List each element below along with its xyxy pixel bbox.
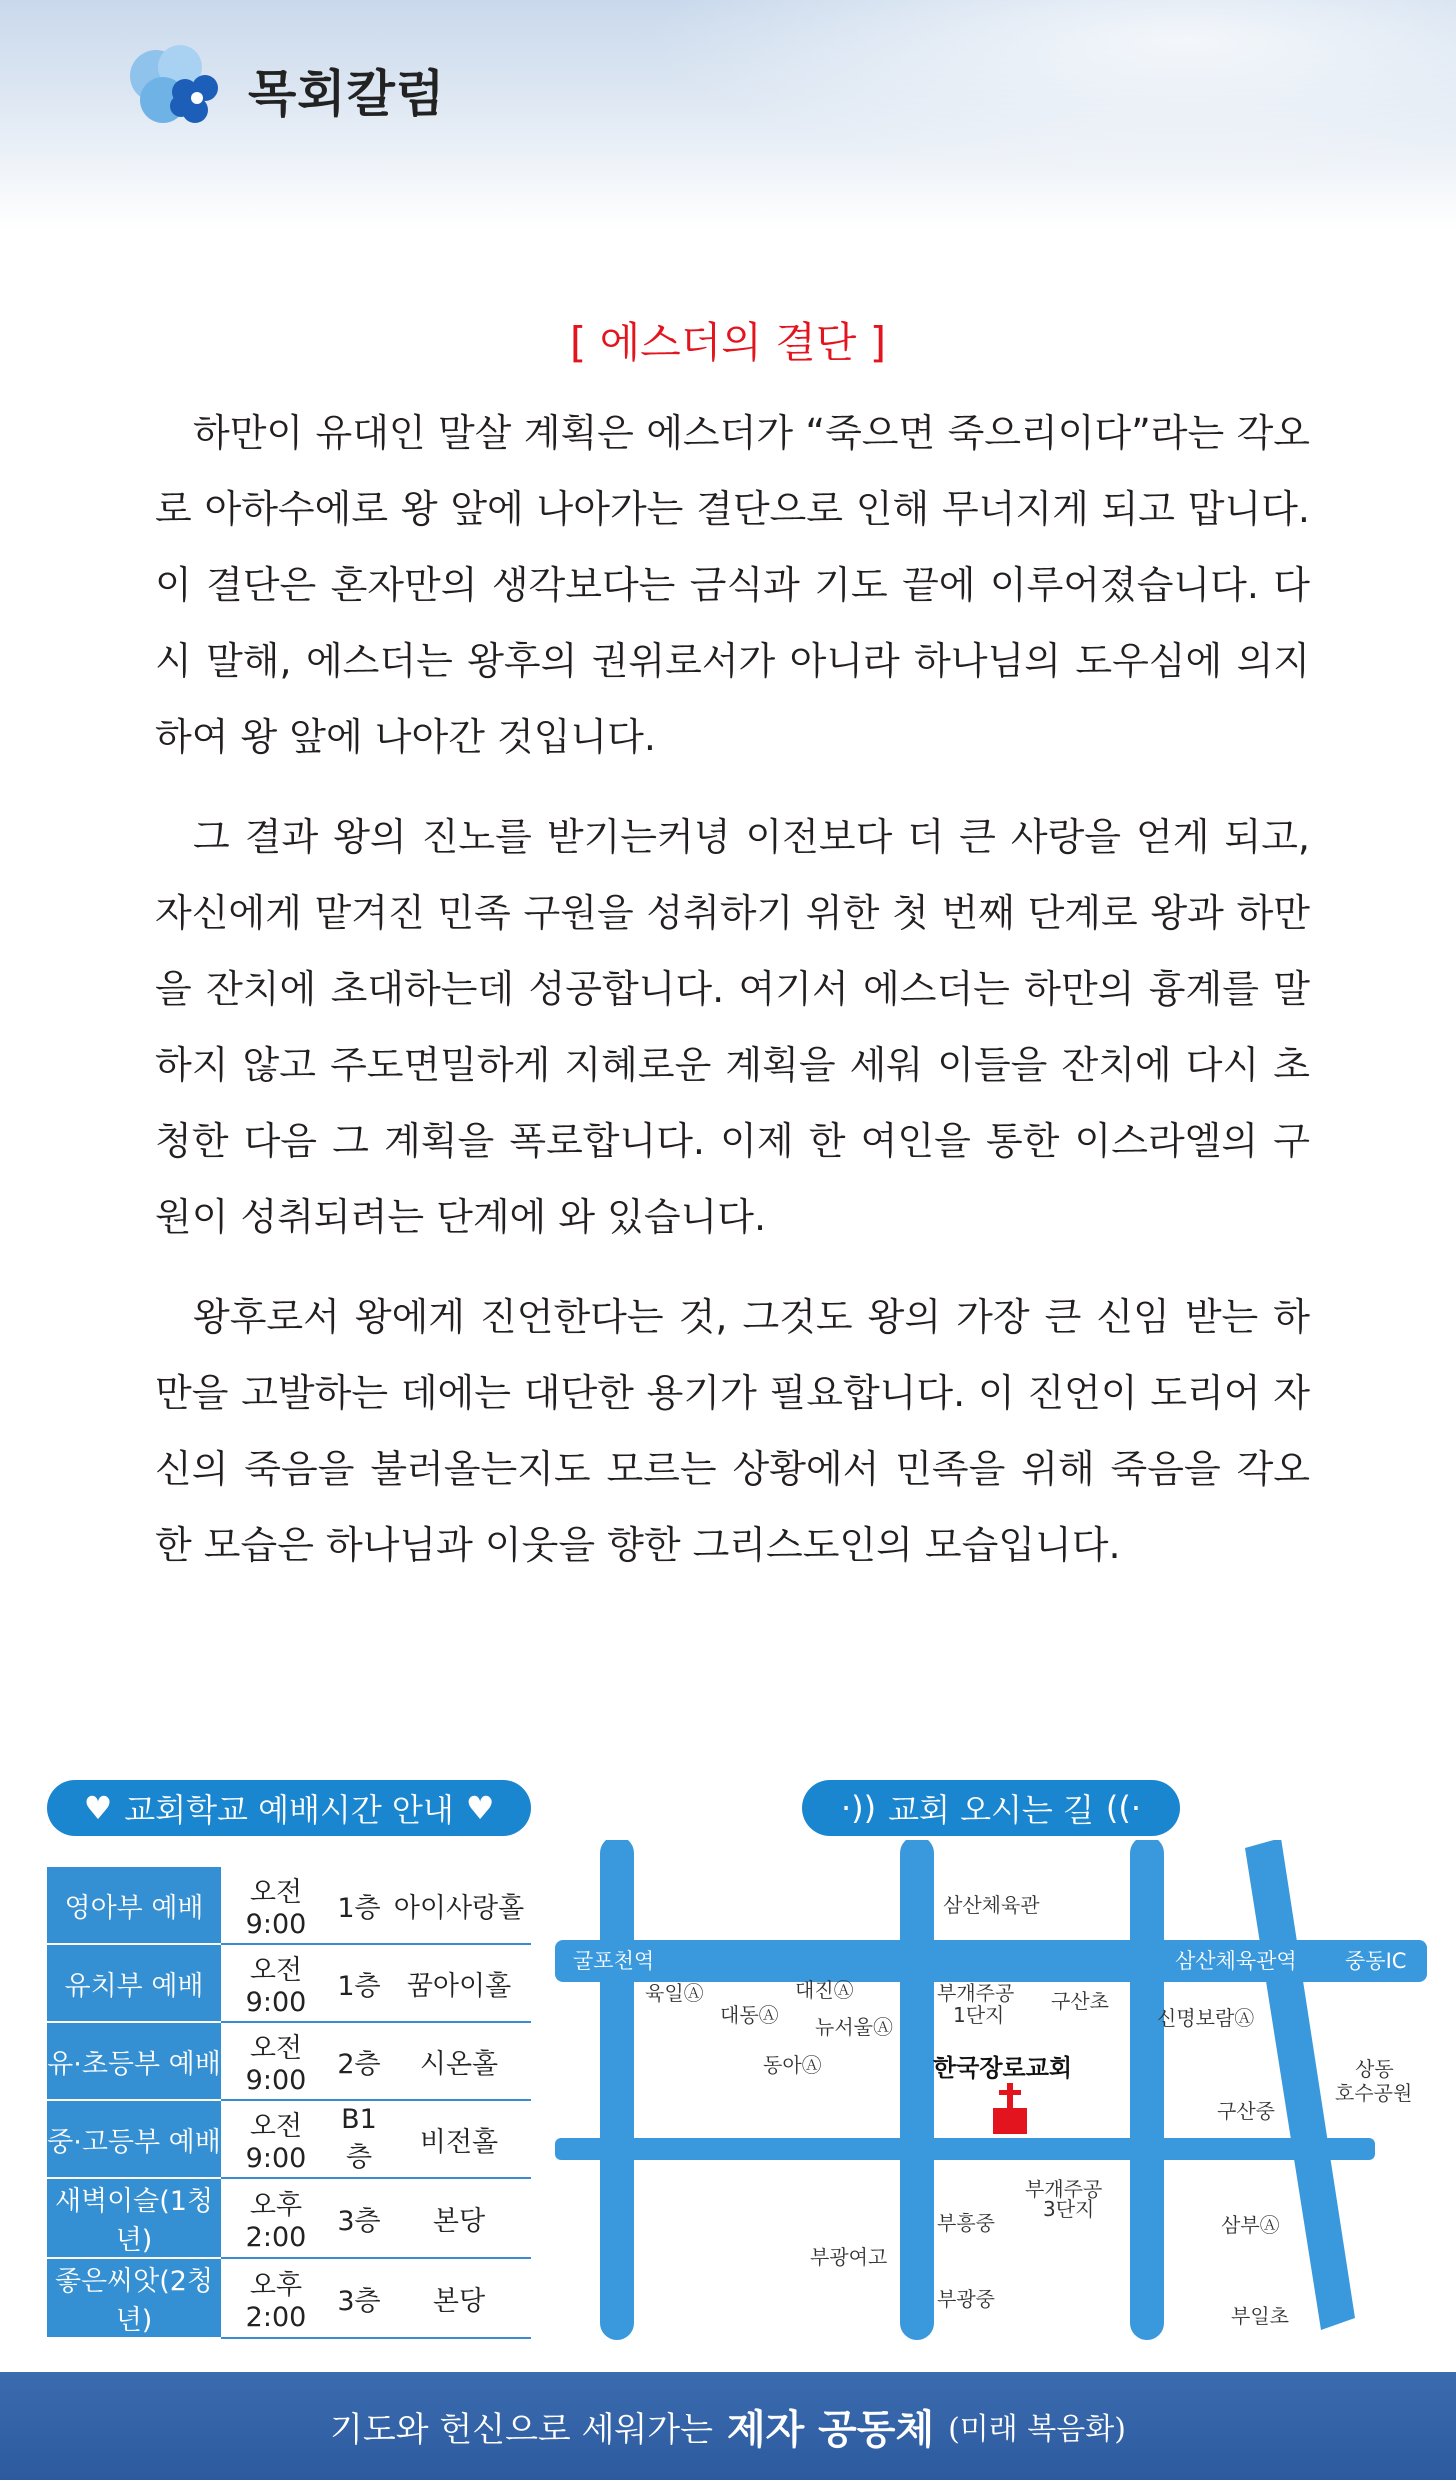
map-label: 부개주공	[937, 1981, 1015, 2005]
map-label: 신명보람Ⓐ	[1157, 2006, 1255, 2030]
dept-cell: 좋은씨앗(2청년)	[47, 2258, 221, 2338]
dept-cell: 새벽이슬(1청년)	[47, 2178, 221, 2258]
sound-wave-left-icon: ((·	[1105, 1789, 1142, 1827]
church-location-icon	[993, 2083, 1027, 2134]
floor-cell: 3층	[331, 2178, 387, 2258]
map-label-samsan-station: 삼산체육관역	[1175, 1949, 1297, 1973]
map-label: 부일초	[1231, 2304, 1289, 2328]
directions-title: 교회 오시는 길	[888, 1791, 1094, 1829]
table-row	[47, 2258, 531, 2338]
page-title: 목회칼럼	[248, 65, 446, 123]
floor-cell: 1층	[331, 1944, 387, 2022]
map-label: 3단지	[1043, 2197, 1095, 2221]
map-label-jungdong-ic: 중동IC	[1345, 1949, 1407, 1973]
article-body	[155, 395, 1310, 1607]
footer-slogan-note: (미래 복음화)	[948, 2412, 1126, 2447]
road	[600, 1840, 634, 2340]
map-label: 대진Ⓐ	[795, 1978, 854, 2002]
article-paragraph: 그 결과 왕의 진노를 받기는커녕 이전보다 더 큰 사랑을 얻게 되고, 자신에게 맡겨진 민족 구원을 성취하기 위한 첫 번째 단계로 왕과 하만을 잔치에 초대하는데 성공합니다. 여기서 에스더는 하만의 흉계를 말하지 않고 주도면밀하게 지혜로운 계획을 세워 이들을 잔치에 다시 초청한 다음 그 계획을 폭로합니다. 이제 한 여인을 통한 이스라엘의 구원이 성취되려는 단계에 와 있습니다.	[155, 815, 1310, 1239]
map-label: 부개주공	[1025, 2177, 1103, 2201]
heart-icon: ♥	[83, 1789, 113, 1827]
road	[1130, 1840, 1164, 2340]
map-label: 삼부Ⓐ	[1221, 2213, 1280, 2237]
map-label: 부흥중	[937, 2211, 995, 2235]
dept-cell: 유·초등부 예배	[47, 2022, 221, 2100]
road	[555, 2138, 1375, 2160]
map-label: 대동Ⓐ	[720, 2003, 779, 2027]
floor-cell: B1층	[331, 2100, 387, 2178]
map-label: 삼산체육관	[943, 1893, 1040, 1917]
time-cell: 오후 2:00	[221, 2178, 331, 2258]
map-label: 구산초	[1051, 1989, 1109, 2013]
sound-wave-right-icon: ·))	[840, 1789, 877, 1827]
map-label: 육일Ⓐ	[645, 1981, 704, 2005]
table-row	[47, 2178, 531, 2258]
time-cell: 오전 9:00	[221, 1944, 331, 2022]
dept-cell: 영아부 예배	[47, 1867, 221, 1944]
column-header	[130, 45, 445, 135]
schedule-table	[47, 1867, 531, 2339]
map-label: 구산중	[1217, 2099, 1275, 2123]
hall-cell: 본당	[387, 2178, 531, 2258]
dept-cell: 유치부 예배	[47, 1944, 221, 2022]
article-paragraph: 왕후로서 왕에게 진언한다는 것, 그것도 왕의 가장 큰 신임 받는 하만을 고발하는 데에는 대단한 용기가 필요합니다. 이 진언이 도리어 자신의 죽음을 불러올는지도 모르는 상황에서 민족을 위해 죽음을 각오한 모습은 하나님과 이웃을 향한 그리스도인의 모습입니다.	[155, 1295, 1310, 1567]
map-label: 부광여고	[810, 2245, 888, 2269]
article-title: [ 에스더의 결단 ]	[569, 318, 887, 367]
directions-map	[555, 1840, 1435, 2360]
table-row	[47, 2022, 531, 2100]
map-label: 1단지	[953, 2003, 1005, 2027]
footer-slogan-emphasis: 제자 공동체	[726, 2405, 935, 2453]
time-cell: 오전 9:00	[221, 2100, 331, 2178]
directions-title-banner	[802, 1780, 1180, 1836]
schedule-title-banner	[47, 1780, 531, 1836]
dept-cell: 중·고등부 예배	[47, 2100, 221, 2178]
floor-cell: 1층	[331, 1867, 387, 1944]
map-label: 뉴서울Ⓐ	[815, 2015, 893, 2039]
heart-icon: ♥	[465, 1789, 495, 1827]
hall-cell: 아이사랑홀	[387, 1867, 531, 1944]
road	[900, 1840, 934, 2340]
church-name-label: 한국장로교회	[933, 2054, 1073, 2082]
map-label: 동아Ⓐ	[763, 2053, 822, 2077]
map-label: 부광중	[937, 2287, 995, 2311]
table-row	[47, 1867, 531, 1944]
footer-banner	[0, 2372, 1456, 2480]
hall-cell: 비전홀	[387, 2100, 531, 2178]
schedule-title: 교회학교 예배시간 안내	[124, 1791, 454, 1829]
article-paragraph: 하만이 유대인 말살 계획은 에스더가 “죽으면 죽으리이다”라는 각오로 아하수에로 왕 앞에 나아가는 결단으로 인해 무너지게 되고 맙니다. 이 결단은 혼자만의 생각보다는 금식과 기도 끝에 이루어졌습니다. 다시 말해, 에스더는 왕후의 권위로서가 아니라 하나님의 도우심에 의지하여 왕 앞에 나아간 것입니다.	[155, 411, 1310, 759]
map-label: 호수공원	[1335, 2081, 1413, 2105]
map-label: 상동	[1355, 2057, 1394, 2081]
table-row	[47, 1944, 531, 2022]
hall-cell: 시온홀	[387, 2022, 531, 2100]
hall-cell: 꿈아이홀	[387, 1944, 531, 2022]
time-cell: 오전 9:00	[221, 2022, 331, 2100]
floor-cell: 3층	[331, 2258, 387, 2338]
flower-logo-icon	[130, 45, 230, 135]
hall-cell: 본당	[387, 2258, 531, 2338]
table-row	[47, 2100, 531, 2178]
floor-cell: 2층	[331, 2022, 387, 2100]
map-label-gulpo-station: 굴포천역	[573, 1949, 655, 1973]
time-cell: 오후 2:00	[221, 2258, 331, 2338]
footer-slogan: 기도와 헌신으로 세워가는	[330, 2409, 713, 2450]
time-cell: 오전 9:00	[221, 1867, 331, 1944]
